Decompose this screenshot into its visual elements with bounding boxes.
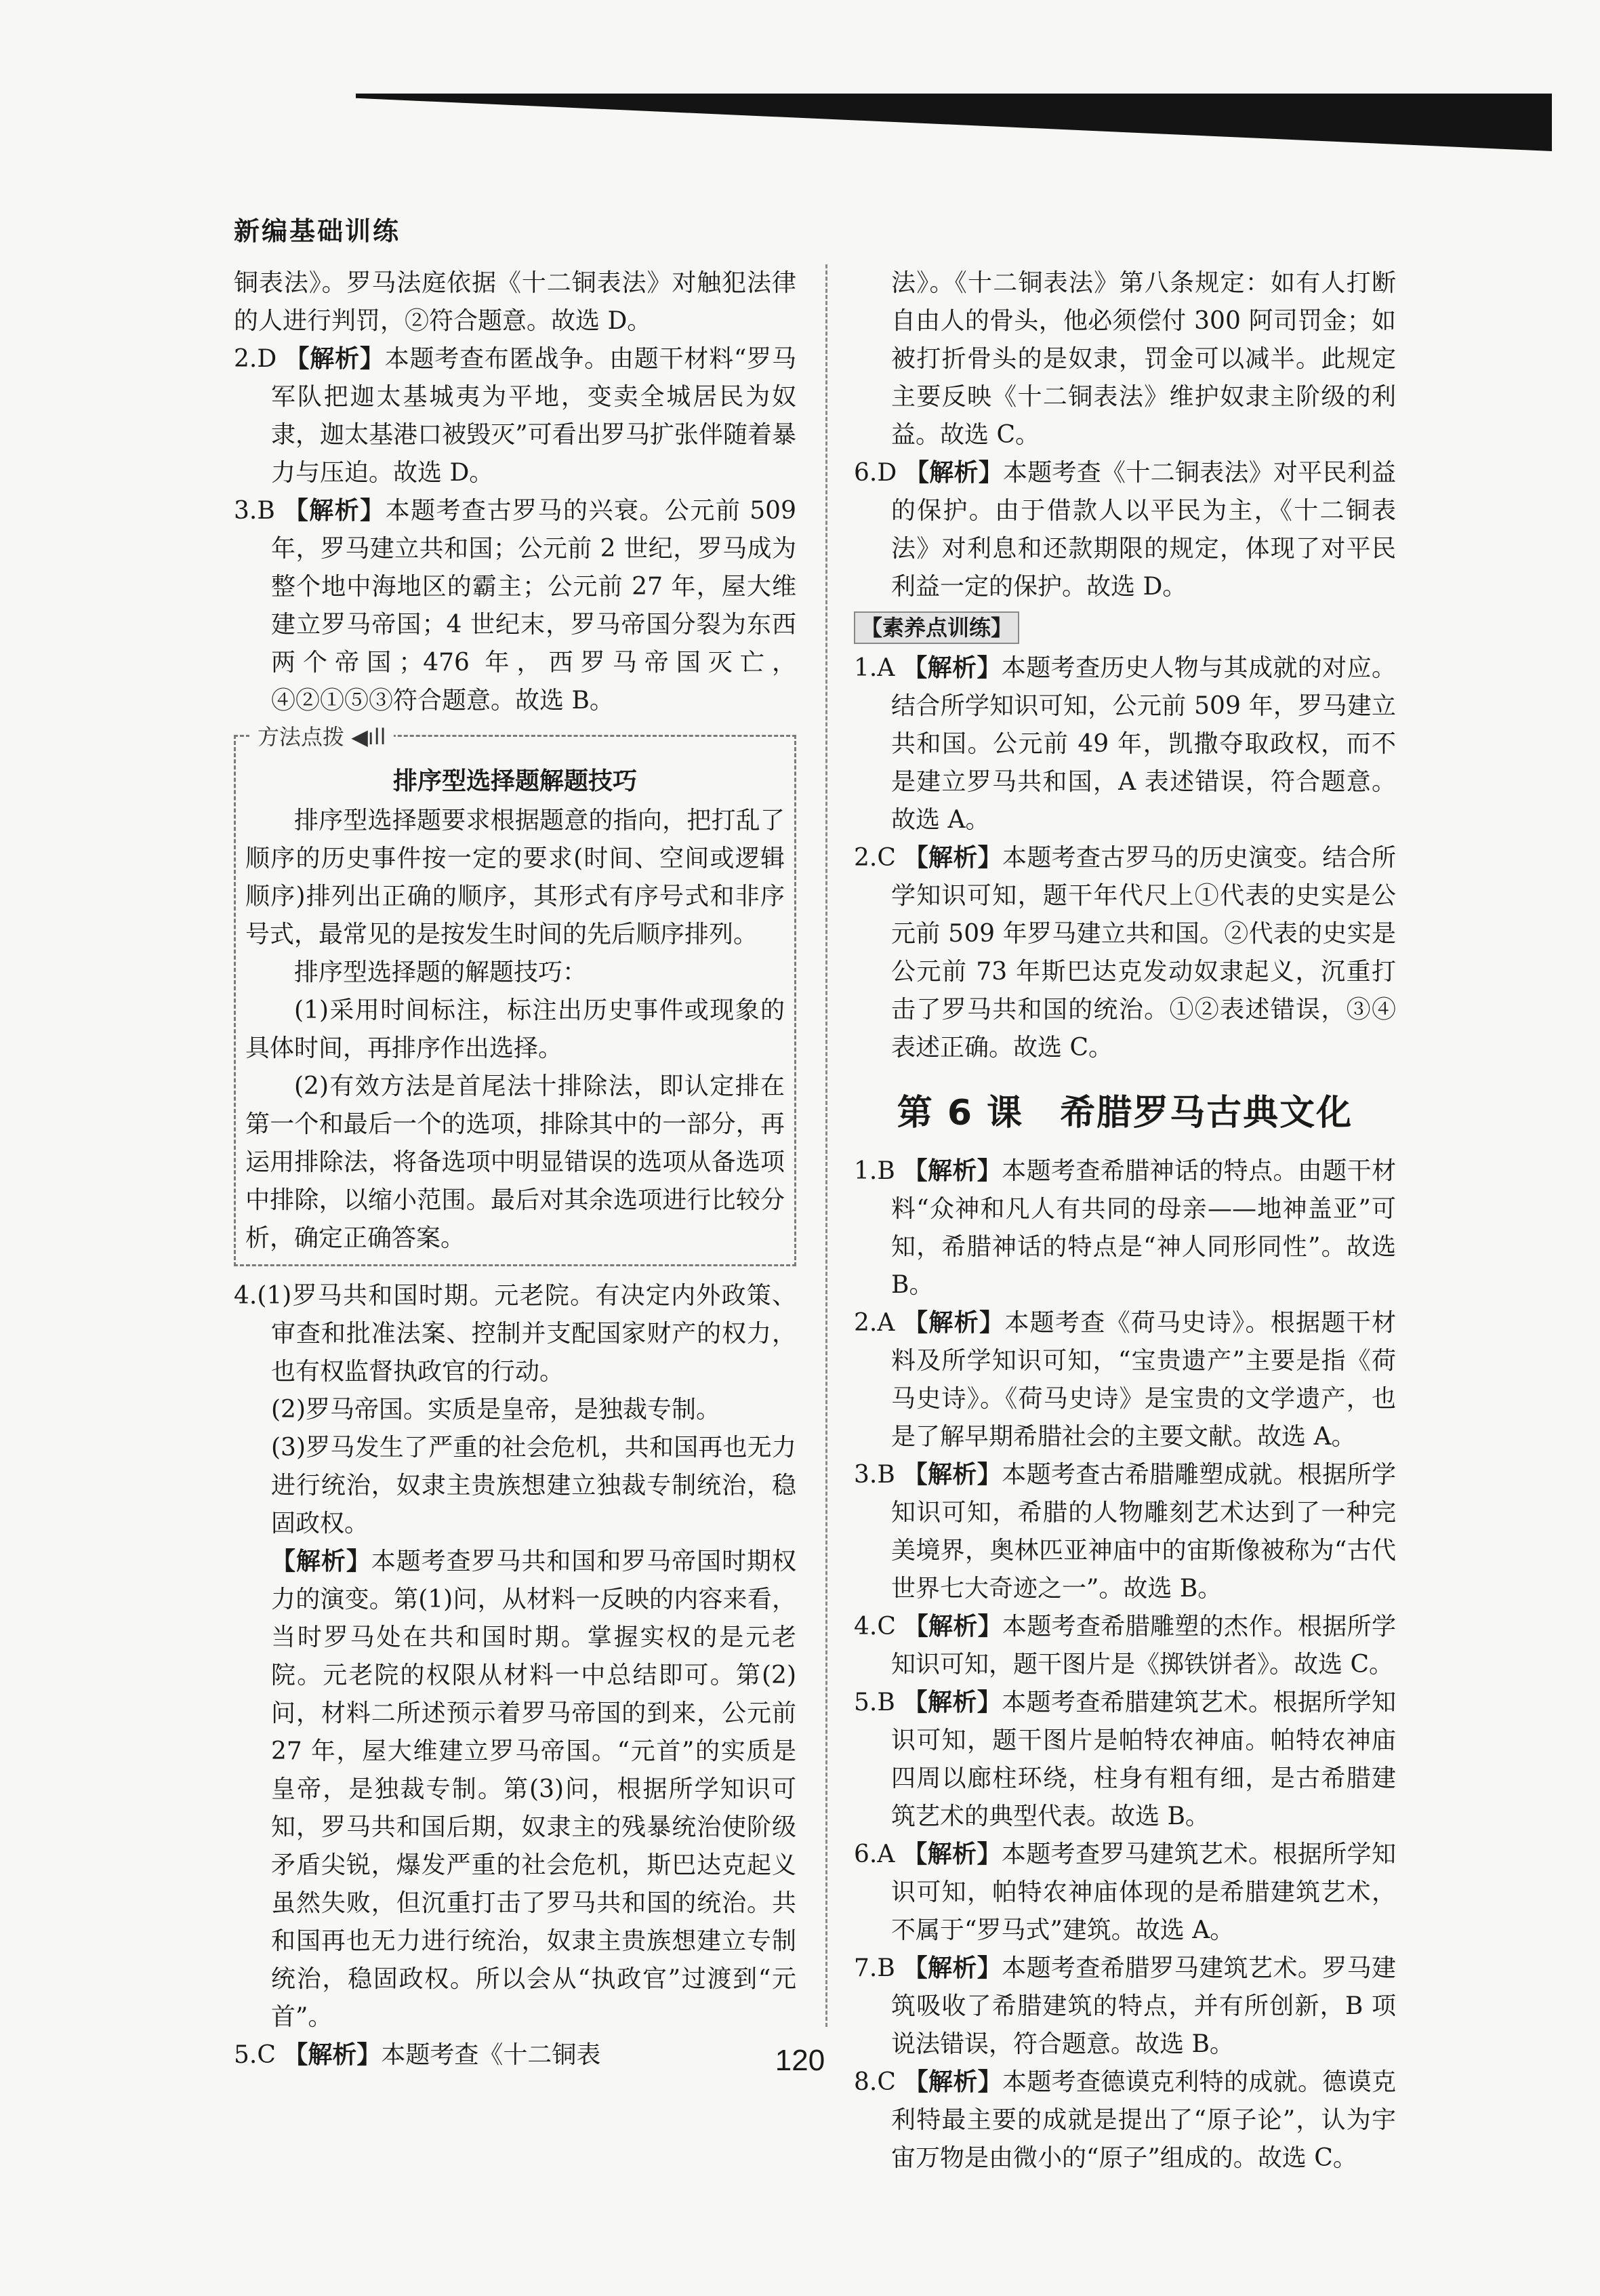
header-bar (356, 94, 1552, 151)
lesson-answer-4: 4.C 【解析】本题考查希腊雕塑的杰作。根据所学知识可知，题干图片是《掷铁饼者》。故选 C。 (854, 1613, 1396, 1678)
lesson-answer-6: 6.A 【解析】本题考查罗马建筑艺术。根据所学知识可知，帕特农神庙体现的是希腊建筑艺术，不属于“罗马式”建筑。故选 A。 (854, 1840, 1396, 1944)
left-column (234, 264, 796, 2074)
lesson-answer-8: 8.C 【解析】本题考查德谟克利特的成就。德谟克利特最主要的成就是提出了“原子论”，认为宇宙万物是由微小的“原子”组成的。故选 C。 (854, 2068, 1396, 2172)
page-header-title: 新编基础训练 (234, 216, 401, 246)
answer-4-analysis: 【解析】本题考查罗马共和国和罗马帝国时期权力的演变。第(1)问，从材料一反映的内容来看，当时罗马处在共和国时期。掌握实权的是元老院。元老院的权限从材料一中总结即可。第(2)问，材料二所述预示着罗马帝国的到来，公元前 27 年，屋大维建立罗马帝国。“元首”的实质是皇帝，是独裁专制。第(3)问，根据所学知识可知，罗马共和国后期，奴隶主的残暴统治使阶级矛盾尖锐，爆发严重的社会危机，斯巴达克起义虽然失败，但沉重打击了罗马共和国的统治。共和国再也无力进行统治，奴隶主贵族想建立专制统治，稳固政权。所以会从“执政官”过渡到“元首”。 (271, 1548, 796, 2031)
right-column (854, 264, 1396, 2177)
method-paragraph: (2)有效方法是首尾法十排除法，即认定排在第一个和最后一个的选项，排除其中的一部分，再运用排除法，将备选项中明显错误的选项从备选项中排除，以缩小范围。最后对其余选项进行比较分析，确定正确答案。 (245, 1072, 785, 1252)
answer-2: 2.D 【解析】本题考查布匿战争。由题干材料“罗马军队把迦太基城夷为平地，变卖全城居民为奴隶，迦太基港口被毁灭”可看出罗马扩张伴随着暴力与压迫。故选 D。 (234, 345, 796, 487)
answer-3: 3.B 【解析】本题考查古罗马的兴衰。公元前 509 年，罗马建立共和国；公元前 2 世纪，罗马成为整个地中海地区的霸主；公元前 27 年，屋大维建立罗马帝国；4 世纪末，罗马帝国分裂为东西两个帝国；476 年，西罗马帝国灭亡，④②①⑤③符合题意。故选 B。 (234, 497, 796, 714)
method-paragraph: (1)采用时间标注，标注出历史事件或现象的具体时间，再排序作出选择。 (245, 996, 785, 1062)
section-label-suyang: 【素养点训练】 (854, 611, 1019, 644)
column-divider (825, 264, 827, 2027)
answer-5-continued: 法》。《十二铜表法》第八条规定：如有人打断自由人的骨头，他必须偿付 300 阿司罚金；如被打折骨头的是奴隶，罚金可以减半。此规定主要反映《十二铜表法》维护奴隶主阶级的利益。故选 C。 (891, 269, 1396, 449)
lesson-answer-5: 5.B 【解析】本题考查希腊建筑艺术。根据所学知识可知，题干图片是帕特农神庙。帕特农神庙四周以廊柱环绕，柱身有粗有细，是古希腊建筑艺术的典型代表。故选 B。 (854, 1689, 1396, 1830)
method-tips-label: 方法点拨 ◀ıll (249, 718, 394, 756)
method-tips-box (234, 724, 796, 1266)
speaker-icon: ◀ıll (351, 724, 386, 750)
lesson-answer-2: 2.A 【解析】本题考查《荷马史诗》。根据题干材料及所学知识可知，“宝贵遗产”主要是指《荷马史诗》。《荷马史诗》是宝贵的文学遗产，也是了解早期希腊社会的主要文献。故选 A。 (854, 1309, 1396, 1451)
answer-4-part3: (3)罗马发生了严重的社会危机，共和国再也无力进行统治，奴隶主贵族想建立独裁专制统治，稳固政权。 (271, 1434, 796, 1537)
lesson-answer-1: 1.B 【解析】本题考查希腊神话的特点。由题干材料“众神和凡人有共同的母亲——地神盖亚”可知，希腊神话的特点是“神人同形同性”。故选 B。 (854, 1157, 1396, 1299)
answer-6: 6.D 【解析】本题考查《十二铜表法》对平民利益的保护。由于借款人以平民为主，《十二铜表法》对利息和还款期限的规定，体现了对平民利益一定的保护。故选 D。 (854, 459, 1396, 601)
suyang-answer-1: 1.A 【解析】本题考查历史人物与其成就的对应。结合所学知识可知，公元前 509 年，罗马建立共和国。公元前 49 年，凯撒夺取政权，而不是建立罗马共和国，A 表述错误，符合题意。故选 A。 (854, 654, 1396, 834)
answer-4-part2: (2)罗马帝国。实质是皇帝，是独裁专制。 (271, 1396, 720, 1424)
answer-continued: 铜表法》。罗马法庭依据《十二铜表法》对触犯法律的人进行判罚，②符合题意。故选 D。 (234, 269, 796, 335)
page-number: 120 (775, 2044, 825, 2077)
answer-4-part1: 4.(1)罗马共和国时期。元老院。有决定内外政策、审查和批准法案、控制并支配国家财产的权力，也有权监督执政官的行动。 (234, 1282, 796, 1386)
suyang-answer-2: 2.C 【解析】本题考查古罗马的历史演变。结合所学知识可知，题干年代尺上①代表的史实是公元前 509 年罗马建立共和国。②代表的史实是公元前 73 年斯巴达克发动奴隶起义，沉重打击了罗马共和国的统治。①②表述错误，③④表述正确。故选 C。 (854, 844, 1396, 1062)
method-paragraph: 排序型选择题要求根据题意的指向，把打乱了顺序的历史事件按一定的要求(时间、空间或逻辑顺序)排列出正确的顺序，其形式有序号式和非序号式，最常见的是按发生时间的先后顺序排列。 (245, 807, 785, 948)
method-tips-title: 排序型选择题解题技巧 (392, 767, 637, 795)
lesson-answer-7: 7.B 【解析】本题考查希腊罗马建筑艺术。罗马建筑吸收了希腊建筑的特点，并有所创新，B 项说法错误，符合题意。故选 B。 (854, 1954, 1396, 2058)
lesson-answer-3: 3.B 【解析】本题考查古希腊雕塑成就。根据所学知识可知，希腊的人物雕刻艺术达到了一种完美境界，奥林匹亚神庙中的宙斯像被称为“古代世界七大奇迹之一”。故选 B。 (854, 1461, 1396, 1603)
lesson-title: 第 6 课 希腊罗马古典文化 (897, 1093, 1353, 1133)
answer-5: 5.C 【解析】本题考查《十二铜表 (234, 2041, 601, 2069)
method-paragraph: 排序型选择题的解题技巧： (294, 959, 588, 986)
